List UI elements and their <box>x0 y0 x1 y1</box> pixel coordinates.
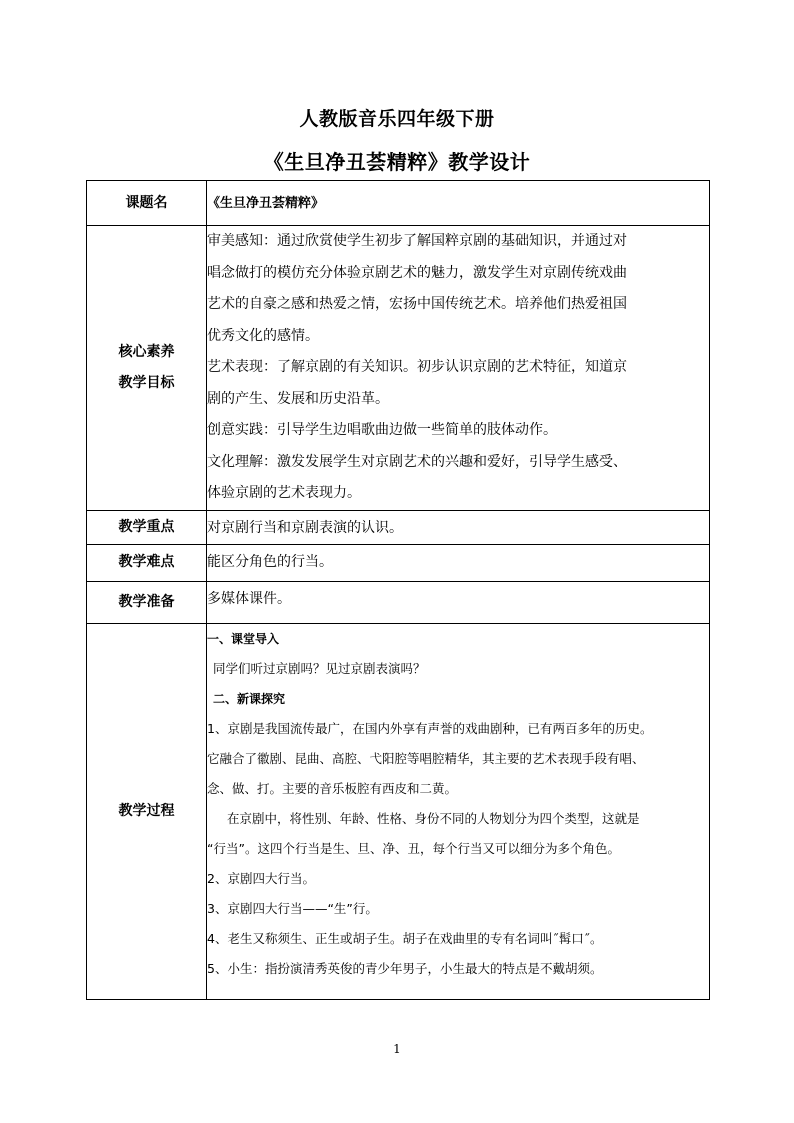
process-line: 4、老生又称须生、正生或胡子生。胡子在戏曲里的专有名词叫˝髯口˝。 <box>207 930 603 946</box>
process-line: 2、京剧四大行当。 <box>207 870 315 886</box>
goals-label-line-1: 核心素养 <box>118 343 175 360</box>
process-line: 5、小生：指扮演清秀英俊的青少年男子，小生最大的特点是不戴胡须。 <box>207 960 603 976</box>
topic-value: 《生旦净丑荟精粹》 <box>207 196 325 211</box>
document-subtitle: 《生旦净丑荟精粹》教学设计 <box>263 150 531 174</box>
table-row-key-point <box>87 510 710 544</box>
goals-line: 唱念做打的模仿充分体验京剧艺术的魅力，激发学生对京剧传统戏曲 <box>207 264 627 281</box>
difficulty-value-cell <box>207 544 710 581</box>
goals-line: 艺术的自豪之感和热爱之情，宏扬中国传统艺术。培养他们热爱祖国 <box>207 296 627 312</box>
key-value: 对京剧行当和京剧表演的认识。 <box>207 519 403 536</box>
key-label: 教学重点 <box>118 518 175 535</box>
goals-line: 剧的产生、发展和历史沿革。 <box>207 390 389 407</box>
goals-label-line-2: 教学目标 <box>118 374 175 391</box>
goals-content-cell <box>207 226 710 511</box>
process-label: 教学过程 <box>118 802 175 819</box>
prep-value-cell <box>207 581 710 623</box>
prep-label: 教学准备 <box>118 593 175 610</box>
process-line: 在京剧中，将性别、年龄、性格、身份不同的人物划分为四个类型，这就是 <box>227 810 640 826</box>
goals-line: 创意实践：引导学生边唱歌曲边做一些简单的肢体动作。 <box>207 422 557 438</box>
process-content-cell <box>207 623 710 999</box>
topic-value-cell <box>207 181 710 226</box>
table-row-process <box>87 623 710 999</box>
table-row-difficulty <box>87 544 710 581</box>
prep-label-cell <box>87 581 207 623</box>
difficulty-label-cell <box>87 544 207 581</box>
process-line: “行当”。这四个行当是生、旦、净、丑，每个行当又可以细分为多个角色。 <box>207 840 620 856</box>
difficulty-value: 能区分角色的行当。 <box>207 553 333 570</box>
process-heading: 一、课堂导入 <box>207 631 280 646</box>
process-heading: 二、新课探究 <box>213 691 286 706</box>
key-value-cell <box>207 510 710 544</box>
goals-line: 艺术表现：了解京剧的有关知识。初步认识京剧的艺术特征，知道京 <box>207 359 627 375</box>
prep-value: 多媒体课件。 <box>207 590 291 607</box>
page-number: 1 <box>393 1042 401 1056</box>
goals-line: 审美感知：通过欣赏使学生初步了解国粹京剧的基础知识，并通过对 <box>207 233 627 249</box>
process-line: 它融合了徽剧、昆曲、高腔、弋阳腔等唱腔精华，其主要的艺术表现手段有唱、 <box>207 750 645 766</box>
goals-line: 文化理解：激发发展学生对京剧艺术的兴趣和爱好，引导学生感受、 <box>207 453 627 470</box>
lesson-plan-table <box>86 180 710 1000</box>
difficulty-label: 教学难点 <box>118 554 175 570</box>
process-label-cell <box>87 623 207 999</box>
document-title: 人教版音乐四年级下册 <box>299 108 495 130</box>
table-row-topic <box>87 181 710 226</box>
topic-label: 课题名 <box>125 194 168 211</box>
topic-label-cell <box>87 181 207 226</box>
goals-line: 优秀文化的感情。 <box>207 327 319 344</box>
process-line: 1、京剧是我国流传最广，在国内外享有声誉的戏曲剧种，已有两百多年的历史。 <box>207 720 653 736</box>
process-line: 念、做、打。主要的音乐板腔有西皮和二黄。 <box>207 780 458 796</box>
table-row-goals <box>87 226 710 511</box>
table-row-preparation <box>87 581 710 623</box>
process-line: 同学们听过京剧吗？见过京剧表演吗？ <box>213 660 426 676</box>
goals-line: 体验京剧的艺术表现力。 <box>207 485 361 501</box>
goals-label-cell <box>87 226 207 511</box>
process-line: 3、京剧四大行当——“生”行。 <box>207 900 378 916</box>
key-label-cell <box>87 510 207 544</box>
